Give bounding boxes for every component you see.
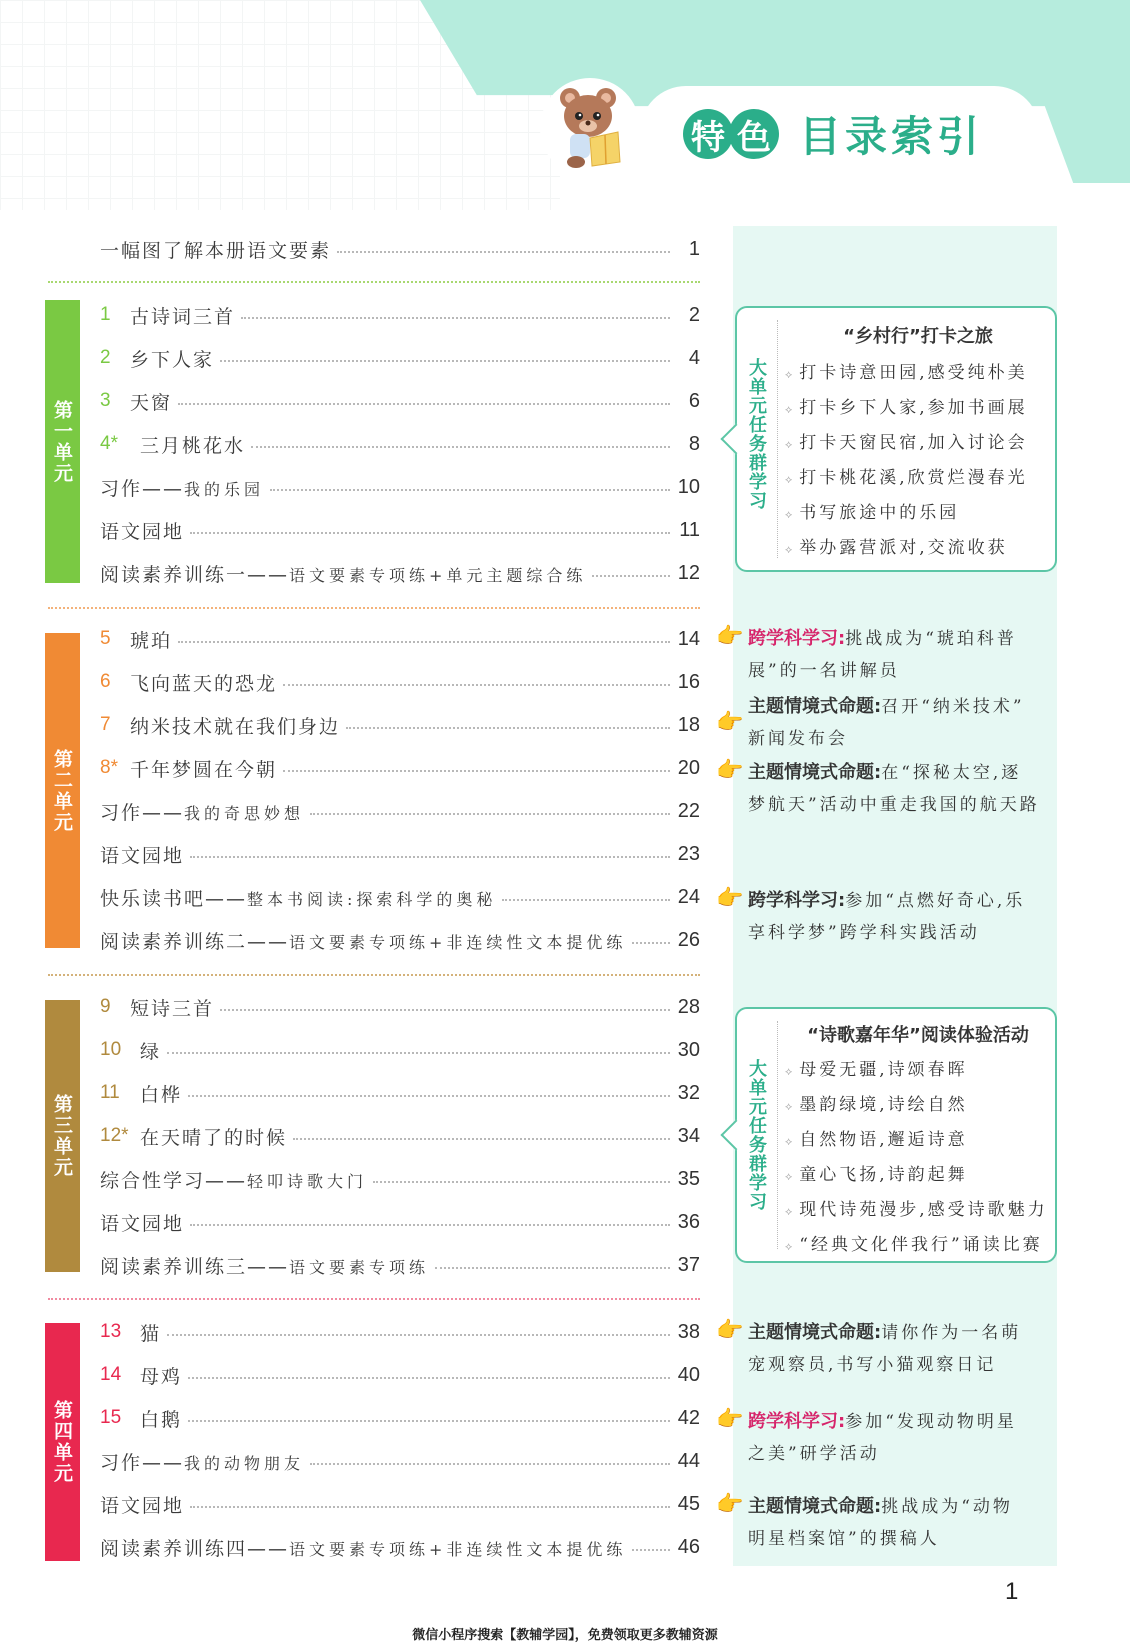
toc-row[interactable]: 7 纳米技术就在我们身边 18 bbox=[100, 713, 700, 738]
pointing-hand-icon: 👉 bbox=[716, 758, 744, 783]
page-number: 1 bbox=[1005, 1578, 1019, 1605]
pointing-hand-icon: 👉 bbox=[716, 710, 744, 735]
pointing-hand-icon: 👉 bbox=[716, 1318, 744, 1343]
divider bbox=[48, 974, 700, 976]
toc-row[interactable]: 12* 在天晴了的时候 34 bbox=[100, 1124, 700, 1149]
unit-tab-4[interactable]: 第四单元 bbox=[45, 1323, 80, 1561]
pointing-hand-icon: 👉 bbox=[716, 624, 744, 649]
divider bbox=[48, 1298, 700, 1300]
toc-row[interactable]: 语文园地 36 bbox=[100, 1210, 700, 1235]
task-box-label: 大单元任务群学习 bbox=[746, 1059, 767, 1211]
divider bbox=[48, 281, 700, 283]
task-box-label: 大单元任务群学习 bbox=[746, 358, 767, 510]
toc-row[interactable]: 10 绿 30 bbox=[100, 1038, 700, 1063]
toc-row[interactable]: 语文园地 45 bbox=[100, 1492, 700, 1517]
toc-row[interactable]: 2 乡下人家 4 bbox=[100, 346, 700, 371]
toc-row[interactable]: 习作——我的乐园 10 bbox=[100, 475, 700, 500]
toc-row[interactable]: 13 猫 38 bbox=[100, 1320, 700, 1345]
toc-row[interactable]: 阅读素养训练一——语文要素专项练+单元主题综合练 12 bbox=[100, 561, 700, 586]
bear-mascot-icon bbox=[548, 82, 638, 172]
toc-row-intro[interactable]: 一幅图了解本册语文要素 1 bbox=[100, 237, 700, 262]
unit-tab-1[interactable]: 第一单元 bbox=[45, 300, 80, 583]
title-text: 目录索引 bbox=[799, 112, 984, 161]
toc-row[interactable]: 习作——我的奇思妙想 22 bbox=[100, 799, 700, 824]
toc-row[interactable]: 15 白鹅 42 bbox=[100, 1406, 700, 1431]
pointing-hand-icon: 👉 bbox=[716, 1492, 744, 1517]
toc-row[interactable]: 4* 三月桃花水 8 bbox=[100, 432, 700, 457]
task-box-unit1: 大单元任务群学习 “乡村行”打卡之旅 ⟡ 打卡诗意田园,感受纯朴美 ⟡ 打卡乡下人家,参加书画展 ⟡ 打卡天窗民宿,加入讨论会 ⟡ 打卡桃花溪,欣赏烂漫春光 ⟡ 书写旅途中的乐园 ⟡ 举办露营派对,交流收获 bbox=[735, 306, 1057, 572]
task-box-unit3: 大单元任务群学习 “诗歌嘉年华”阅读体验活动 ⟡ 母爱无疆,诗颂春晖 ⟡ 墨韵绿境,诗绘自然 ⟡ 自然物语,邂逅诗意 ⟡ 童心飞扬,诗韵起舞 ⟡ 现代诗苑漫步,感受诗歌魅力 ⟡ “经典文化伴我行”诵读比赛 bbox=[735, 1007, 1057, 1263]
toc-row[interactable]: 14 母鸡 40 bbox=[100, 1363, 700, 1388]
toc-row[interactable]: 11 白桦 32 bbox=[100, 1081, 700, 1106]
toc-row[interactable]: 8* 千年梦圆在今朝 20 bbox=[100, 756, 700, 781]
pointing-hand-icon: 👉 bbox=[716, 886, 744, 911]
divider bbox=[48, 607, 700, 609]
footer-note: 微信小程序搜索【教辅学园】，免费领取更多教辅资源 bbox=[412, 1628, 718, 1643]
toc-row[interactable]: 1 古诗词三首 2 bbox=[100, 303, 700, 328]
toc-row[interactable]: 阅读素养训练三——语文要素专项练 37 bbox=[100, 1253, 700, 1278]
unit-tab-3[interactable]: 第三单元 bbox=[45, 1000, 80, 1272]
toc-row[interactable]: 阅读素养训练二——语文要素专项练+非连续性文本提优练 26 bbox=[100, 928, 700, 953]
toc-row[interactable]: 语文园地 11 bbox=[100, 518, 700, 543]
toc-row[interactable]: 阅读素养训练四——语文要素专项练+非连续性文本提优练 46 bbox=[100, 1535, 700, 1560]
toc-row[interactable]: 9 短诗三首 28 bbox=[100, 995, 700, 1020]
toc-row[interactable]: 语文园地 23 bbox=[100, 842, 700, 867]
toc-row[interactable]: 3 天窗 6 bbox=[100, 389, 700, 414]
toc-row[interactable]: 6 飞向蓝天的恐龙 16 bbox=[100, 670, 700, 695]
feature-badge: 特 色 bbox=[683, 109, 775, 159]
toc-row[interactable]: 习作——我的动物朋友 44 bbox=[100, 1449, 700, 1474]
toc-row[interactable]: 快乐读书吧——整本书阅读:探索科学的奥秘 24 bbox=[100, 885, 700, 910]
pointing-hand-icon: 👉 bbox=[716, 1407, 744, 1432]
toc-row[interactable]: 综合性学习——轻叩诗歌大门 35 bbox=[100, 1167, 700, 1192]
toc-row[interactable]: 5 琥珀 14 bbox=[100, 627, 700, 652]
unit-tab-2[interactable]: 第二单元 bbox=[45, 633, 80, 948]
page-title bbox=[683, 104, 983, 164]
